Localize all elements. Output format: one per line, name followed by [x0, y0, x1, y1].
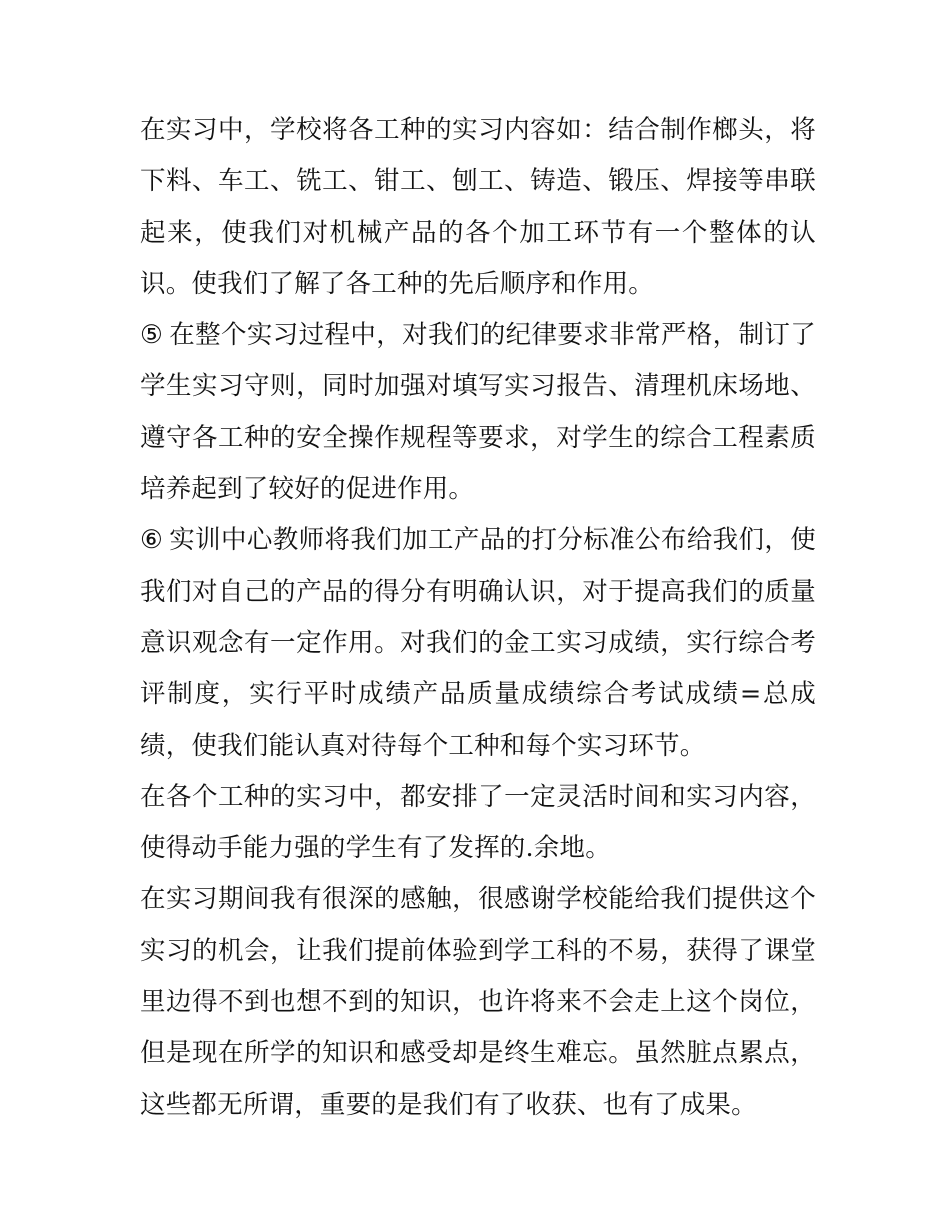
document-body — [140, 105, 816, 1131]
paragraph-flexible-time — [140, 772, 816, 875]
paragraph-text: 在整个实习过程中，对我们的纪律要求非常严格，制订了学生实习守则，同时加强对填写实习报告、清理机床场地、遵守各工种的安全操作规程等要求，对学生的综合工程素质培养起到了较好的促进作用。 — [140, 320, 816, 505]
paragraph-text: 在实习中，学校将各工种的实习内容如：结合制作榔头，将下料、车工、铣工、钳工、刨工、铸造、锻压、焊接等串联起来，使我们对机械产品的各个加工环节有一个整体的认识。使我们了解了各工种的先后顺序和作用。 — [140, 115, 816, 299]
circled-number-six: ⑥ — [140, 525, 164, 556]
circled-number-five: ⑤ — [140, 320, 164, 351]
paragraph-grading — [140, 515, 816, 771]
paragraph-text: 在实习期间我有很深的感触，很感谢学校能给我们提供这个实习的机会，让我们提前体验到学工科的不易，获得了课堂里边得不到也想不到的知识，也许将来不会走上这个岗位，但是现在所学的知识和感受却是终生难忘。虽然脏点累点，这些都无所谓，重要的是我们有了收获、也有了成果。 — [140, 884, 816, 1120]
paragraph-internship-content — [140, 105, 816, 310]
paragraph-discipline — [140, 310, 816, 515]
paragraph-text: 实训中心教师将我们加工产品的打分标准公布给我们，使我们对自己的产品的得分有明确认识，对于提高我们的质量意识观念有一定作用。对我们的金工实习成绩，实行综合考评制度，实行平时成绩产品质量成绩综合考试成绩=总成绩，使我们能认真对待每个工种和每个实习环节。 — [140, 525, 816, 761]
paragraph-text: 在各个工种的实习中，都安排了一定灵活时间和实习内容，使得动手能力强的学生有了发挥的.余地。 — [140, 781, 816, 864]
paragraph-reflection — [140, 874, 816, 1130]
